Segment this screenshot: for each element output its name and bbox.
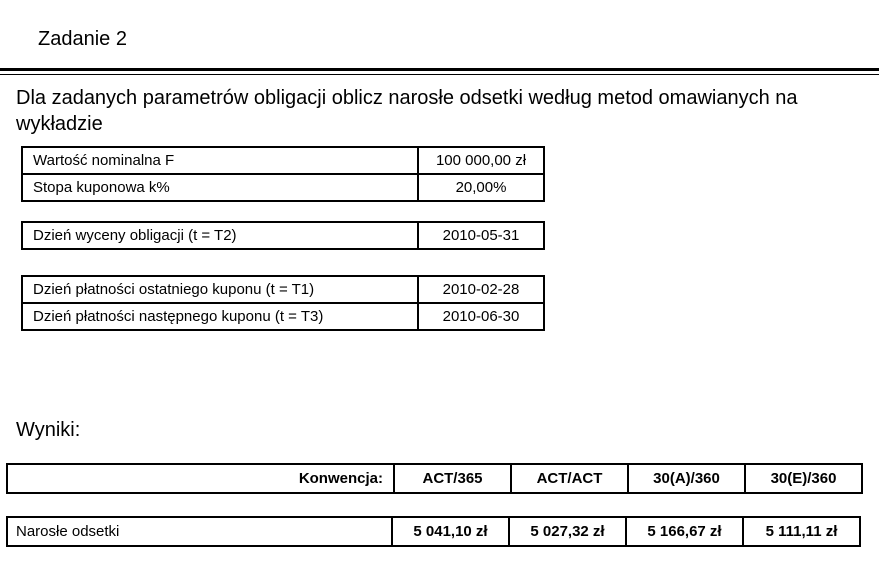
valuation-date-table — [21, 221, 545, 250]
convention-30e360: 30(E)/360 — [745, 464, 862, 493]
table-row — [7, 517, 860, 546]
param-label: Dzień płatności ostatniego kuponu (t = T1) — [22, 276, 418, 303]
param-value: 2010-06-30 — [418, 303, 544, 330]
param-value: 20,00% — [418, 174, 544, 201]
table-row — [22, 147, 544, 174]
page-title: Zadanie 2 — [38, 28, 127, 50]
param-value: 100 000,00 zł — [418, 147, 544, 174]
table-row — [7, 464, 862, 493]
task-description: Dla zadanych parametrów obligacji oblicz narosłe odsetki według metod omawianych na wykładzie — [16, 87, 798, 135]
param-label: Dzień płatności następnego kuponu (t = T3) — [22, 303, 418, 330]
convention-act365: ACT/365 — [394, 464, 511, 493]
table-row — [22, 222, 544, 249]
param-value: 2010-05-31 — [418, 222, 544, 249]
result-30e360: 5 111,11 zł — [743, 517, 860, 546]
result-act365: 5 041,10 zł — [392, 517, 509, 546]
table-row — [22, 276, 544, 303]
convention-actact: ACT/ACT — [511, 464, 628, 493]
param-value: 2010-02-28 — [418, 276, 544, 303]
param-label: Dzień wyceny obligacji (t = T2) — [22, 222, 418, 249]
result-actact: 5 027,32 zł — [509, 517, 626, 546]
param-label: Stopa kuponowa k% — [22, 174, 418, 201]
accrued-interest-label: Narosłe odsetki — [7, 517, 392, 546]
results-heading: Wyniki: — [16, 419, 81, 441]
convention-30a360: 30(A)/360 — [628, 464, 745, 493]
coupon-dates-table — [21, 275, 545, 331]
header-rule-thick — [0, 68, 879, 71]
table-row — [22, 174, 544, 201]
convention-label: Konwencja: — [7, 464, 394, 493]
param-label: Wartość nominalna F — [22, 147, 418, 174]
results-header-table — [6, 463, 863, 494]
bond-params-table — [21, 146, 545, 202]
results-values-table — [6, 516, 861, 547]
result-30a360: 5 166,67 zł — [626, 517, 743, 546]
header-rule-thin — [0, 74, 879, 75]
table-row — [22, 303, 544, 330]
